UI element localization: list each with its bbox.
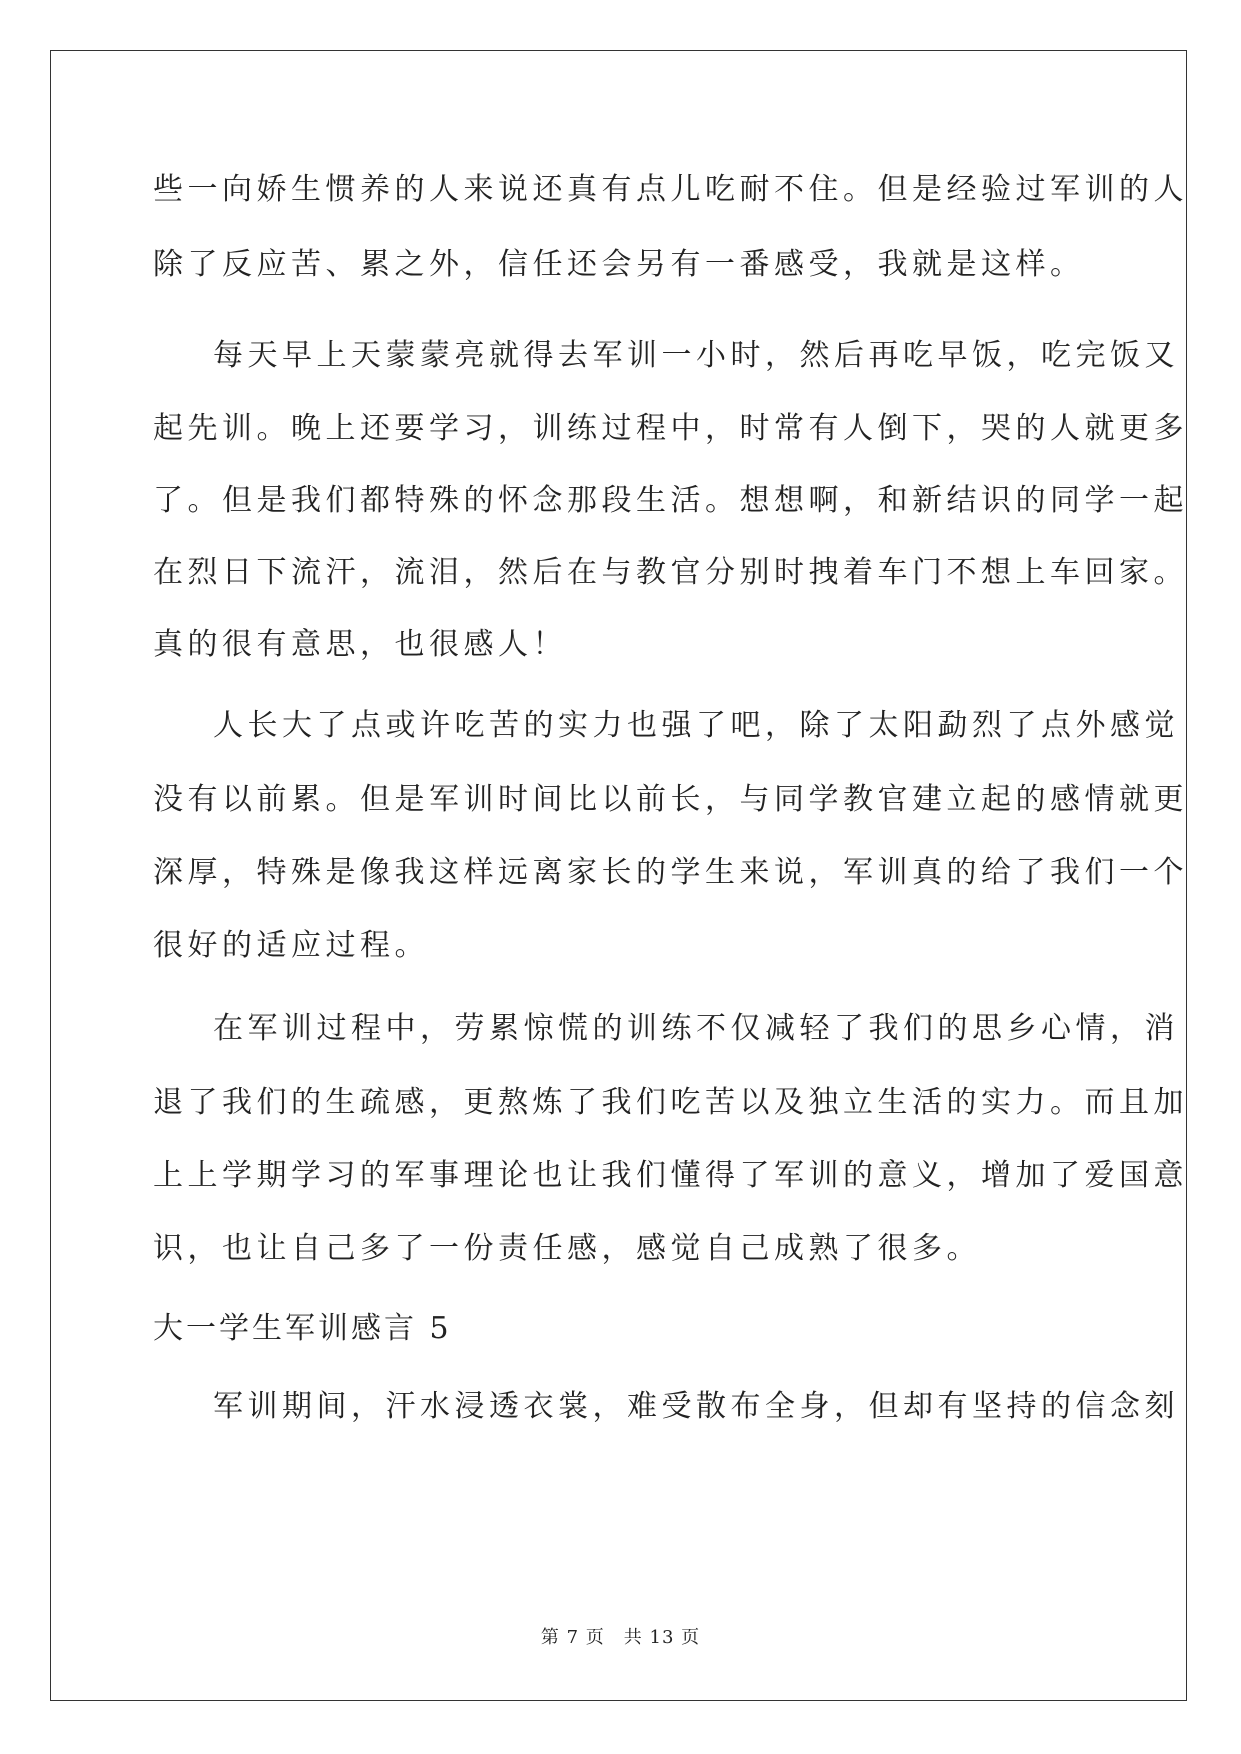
body-line: 识，也让自己多了一份责任感，感觉自己成熟了很多。 [153, 1231, 981, 1266]
section-heading: 大一学生军训感言 5 [153, 1311, 452, 1346]
paragraph-first-line: 在军训过程中，劳累惊慌的训练不仅减轻了我们的思乡心情，消 [213, 1011, 1179, 1046]
body-line: 退了我们的生疏感，更熬炼了我们吃苦以及独立生活的实力。而且加 [153, 1085, 1188, 1120]
body-line: 除了反应苦、累之外，信任还会另有一番感受，我就是这样。 [153, 247, 1085, 282]
page-number-footer: 第 7 页 共 13 页 [540, 1627, 701, 1648]
body-line: 了。但是我们都特殊的怀念那段生活。想想啊，和新结识的同学一起 [153, 483, 1188, 518]
paragraph-first-line: 每天早上天蒙蒙亮就得去军训一小时，然后再吃早饭，吃完饭又 [213, 338, 1179, 373]
body-line: 起先训。晚上还要学习，训练过程中，时常有人倒下，哭的人就更多 [153, 411, 1188, 446]
body-line: 些一向娇生惯养的人来说还真有点儿吃耐不住。但是经验过军训的人 [153, 172, 1188, 207]
body-line: 没有以前累。但是军训时间比以前长，与同学教官建立起的感情就更 [153, 782, 1188, 817]
paragraph-first-line: 军训期间，汗水浸透衣裳，难受散布全身，但却有坚持的信念刻 [213, 1389, 1179, 1424]
body-line: 在烈日下流汗，流泪，然后在与教官分别时拽着车门不想上车回家。 [153, 555, 1188, 590]
body-line: 深厚，特殊是像我这样远离家长的学生来说，军训真的给了我们一个 [153, 855, 1188, 890]
body-line: 真的很有意思，也很感人！ [153, 627, 567, 662]
body-line: 上上学期学习的军事理论也让我们懂得了军训的意义，增加了爱国意 [153, 1158, 1188, 1193]
paragraph-first-line: 人长大了点或许吃苦的实力也强了吧，除了太阳勐烈了点外感觉 [213, 708, 1179, 743]
body-line: 很好的适应过程。 [153, 928, 429, 963]
